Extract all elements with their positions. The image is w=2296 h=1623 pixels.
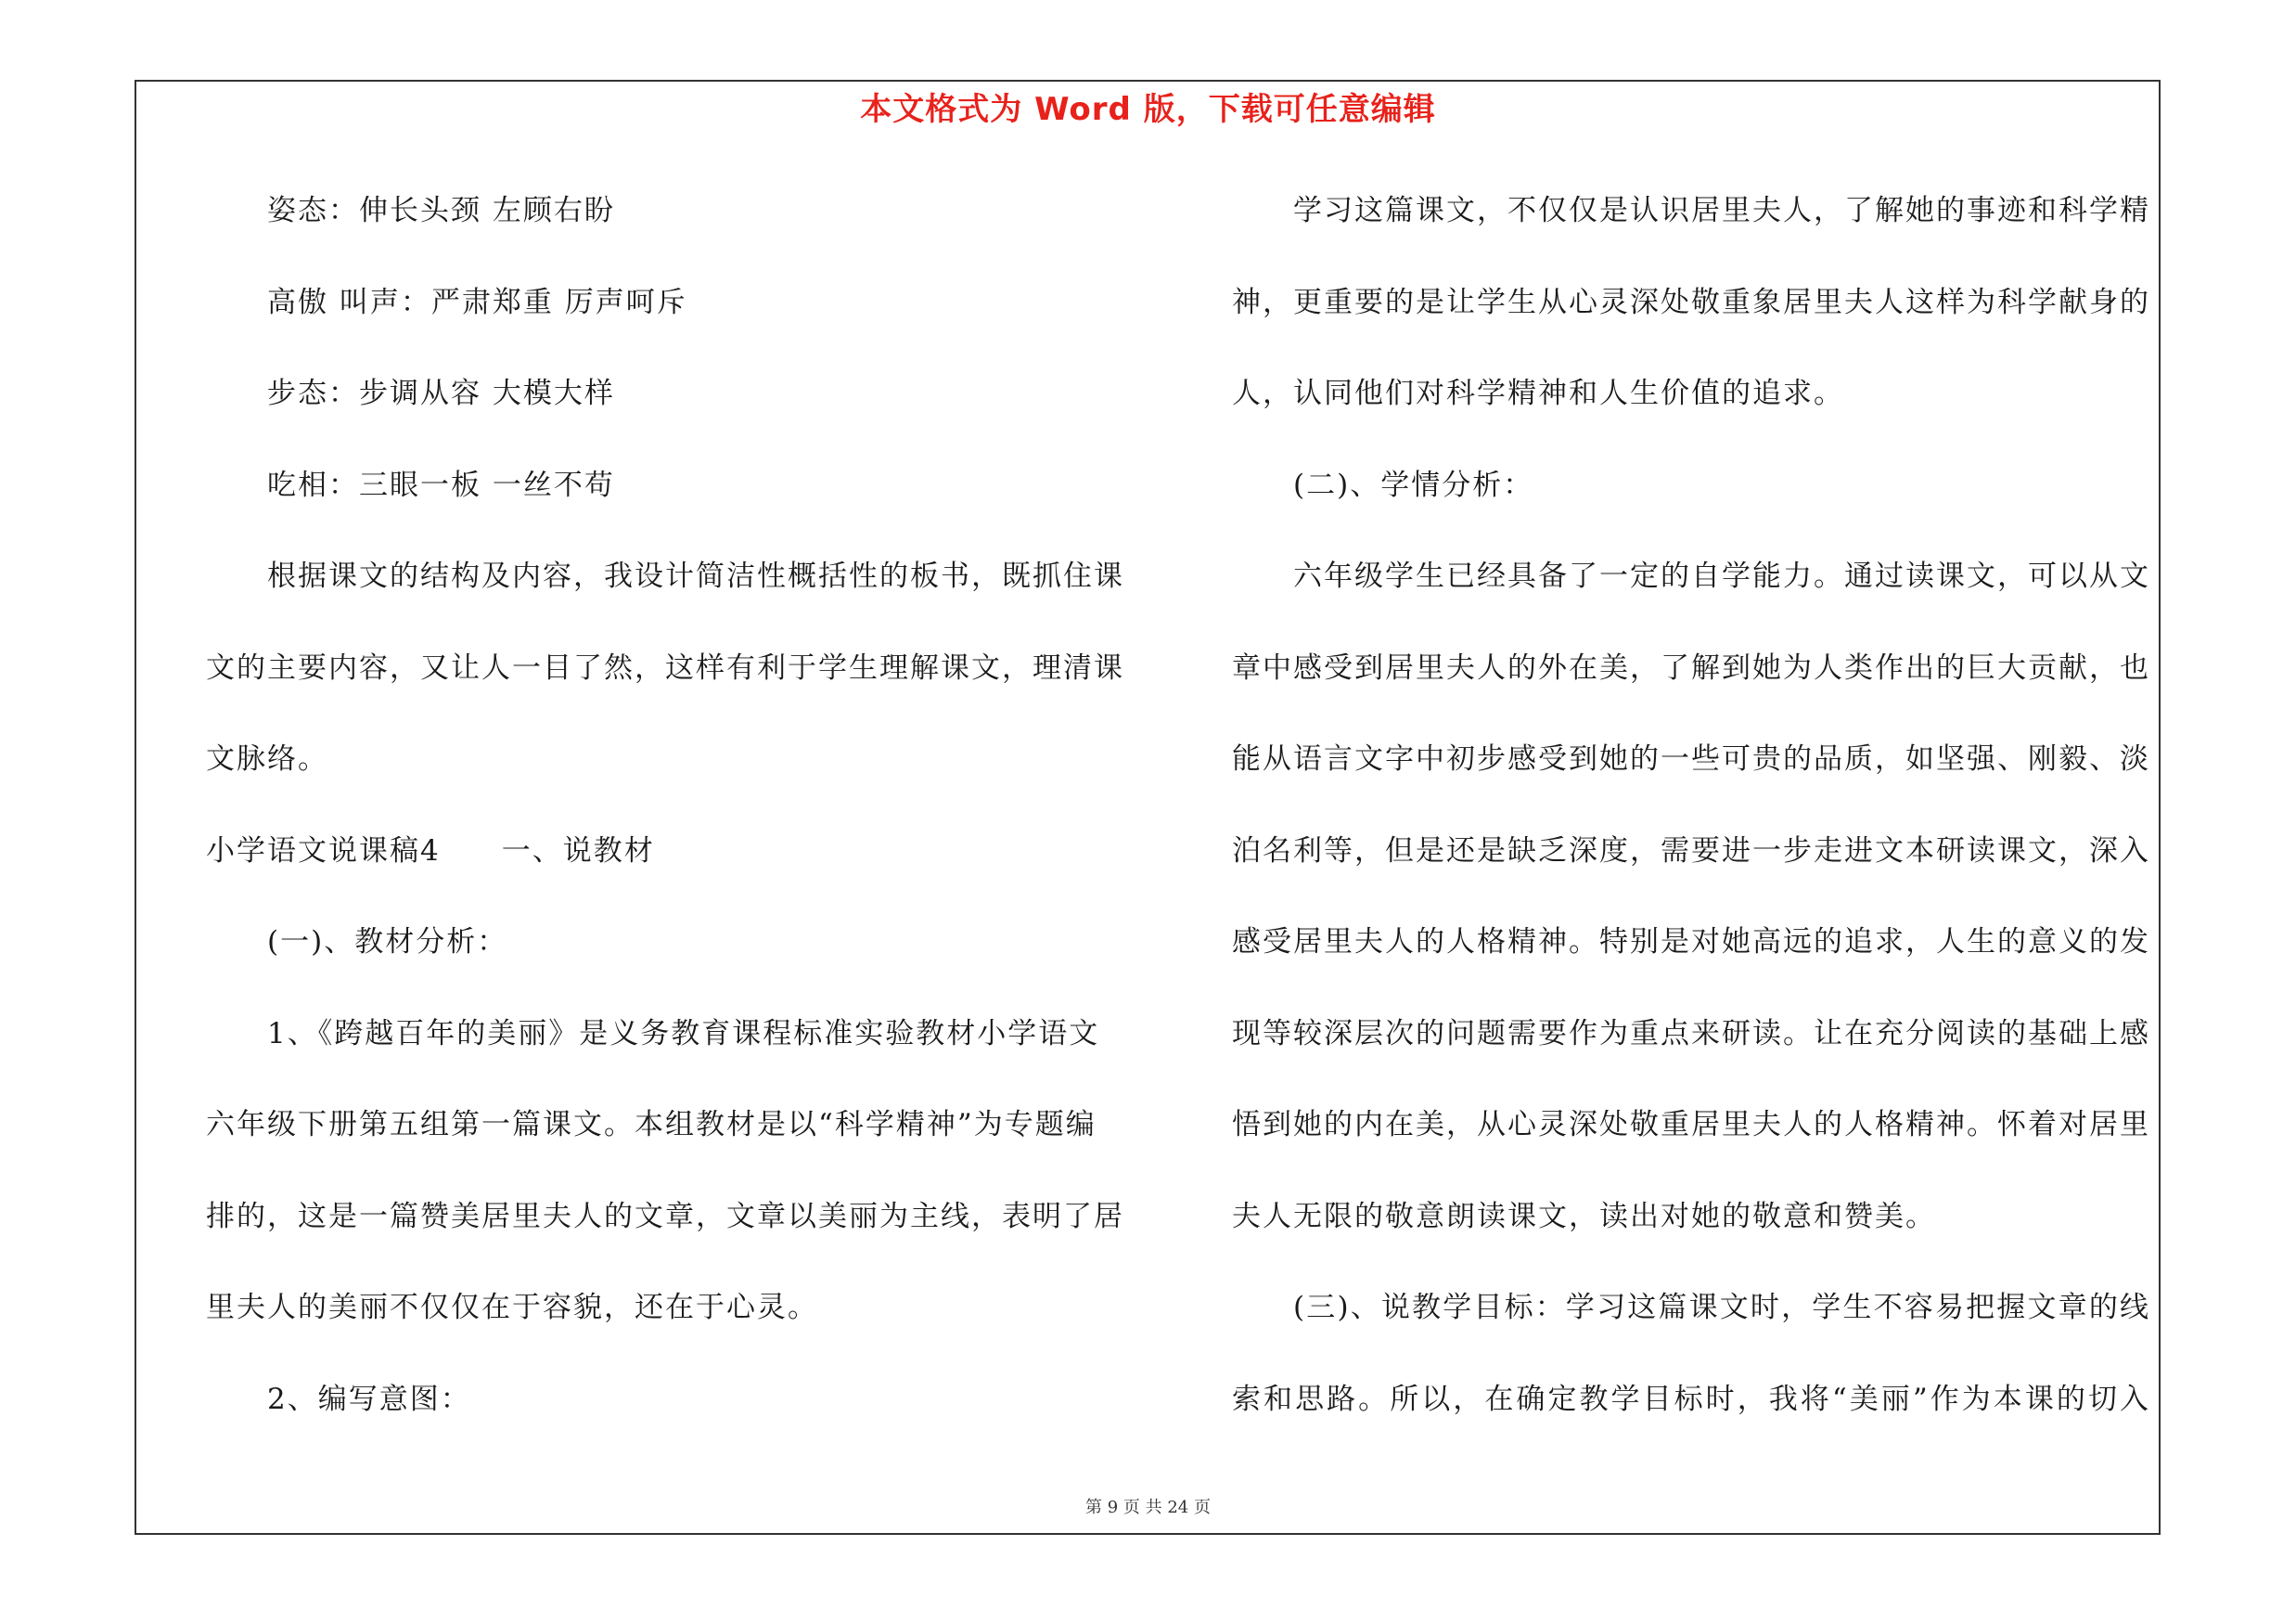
section-heading: 一、说教材 <box>501 833 655 868</box>
right_column-line: 感受居里夫人的人格精神。特别是对她高远的追求，人生的意义的发 <box>1232 925 2150 959</box>
right_column-line: 六年级学生已经具备了一定的自学能力。通过读课文，可以从文 <box>1293 560 2150 593</box>
left_column-line: 步态：步调从容 大模大样 <box>267 377 615 410</box>
left_column-line: (一)、教材分析： <box>267 925 508 959</box>
left_column-line: 1、《跨越百年的美丽》是义务教育课程标准实验教材小学语文 <box>267 1016 1100 1050</box>
right_column-line: 人，认同他们对科学精神和人生价值的追求。 <box>1232 377 1844 410</box>
left-column <box>206 182 1124 1462</box>
page-footer: 第 9 页 共 24 页 <box>1085 1498 1211 1517</box>
format-banner: 本文格式为 Word 版，下载可任意编辑 <box>860 91 1436 128</box>
left_column-line: 排的，这是一篇赞美居里夫人的文章，文章以美丽为主线，表明了居 <box>206 1199 1124 1233</box>
right_column-line: (三)、说教学目标：学习这篇课文时，学生不容易把握文章的线 <box>1293 1291 2150 1324</box>
left_column-line: 文的主要内容，又让人一目了然，这样有利于学生理解课文，理清课 <box>206 650 1124 685</box>
left_column-line: 吃相：三眼一板 一丝不苟 <box>267 468 615 502</box>
left_column-line: 里夫人的美丽不仅仅在于容貌，还在于心灵。 <box>206 1291 818 1324</box>
left_column-line: 高傲 叫声：严肃郑重 厉声呵斥 <box>267 285 687 319</box>
right_column-line: 索和思路。所以，在确定教学目标时，我将“美丽”作为本课的切入 <box>1232 1382 2150 1416</box>
right_column-line: 能从语言文字中初步感受到她的一些可贵的品质，如坚强、刚毅、淡 <box>1232 742 2150 776</box>
right_column-line: 悟到她的内在美，从心灵深处敬重居里夫人的人格精神。怀着对居里 <box>1232 1108 2150 1141</box>
right_column-line: 夫人无限的敬意朗读课文，读出对她的敬意和赞美。 <box>1232 1199 1936 1233</box>
left_column-line <box>206 822 1124 914</box>
right_column-line: 学习这篇课文，不仅仅是认识居里夫人，了解她的事迹和科学精 <box>1293 194 2150 227</box>
left_column-line: 六年级下册第五组第一篇课文。本组教材是以“科学精神”为专题编 <box>206 1108 1097 1141</box>
right_column-line: 现等较深层次的问题需要作为重点来研读。让在充分阅读的基础上感 <box>1232 1016 2150 1050</box>
right_column-line: 泊名利等，但是还是缺乏深度，需要进一步走进文本研读课文，深入 <box>1232 833 2150 868</box>
right_column-line: 神，更重要的是让学生从心灵深处敬重象居里夫人这样为科学献身的 <box>1232 285 2150 319</box>
right_column-line: (二)、学情分析： <box>1293 468 1534 502</box>
left_column-line: 2、编写意图： <box>267 1382 471 1416</box>
right_column-line: 章中感受到居里夫人的外在美，了解到她为人类作出的巨大贡献，也 <box>1232 650 2150 685</box>
lesson-title: 小学语文说课稿4 <box>206 833 441 868</box>
left_column-line: 根据课文的结构及内容，我设计简洁性概括性的板书，既抓住课 <box>267 560 1124 593</box>
left_column-line: 姿态：伸长头颈 左顾右盼 <box>267 194 615 227</box>
left_column-line: 文脉络。 <box>206 742 328 776</box>
right-column <box>1232 182 2150 1462</box>
